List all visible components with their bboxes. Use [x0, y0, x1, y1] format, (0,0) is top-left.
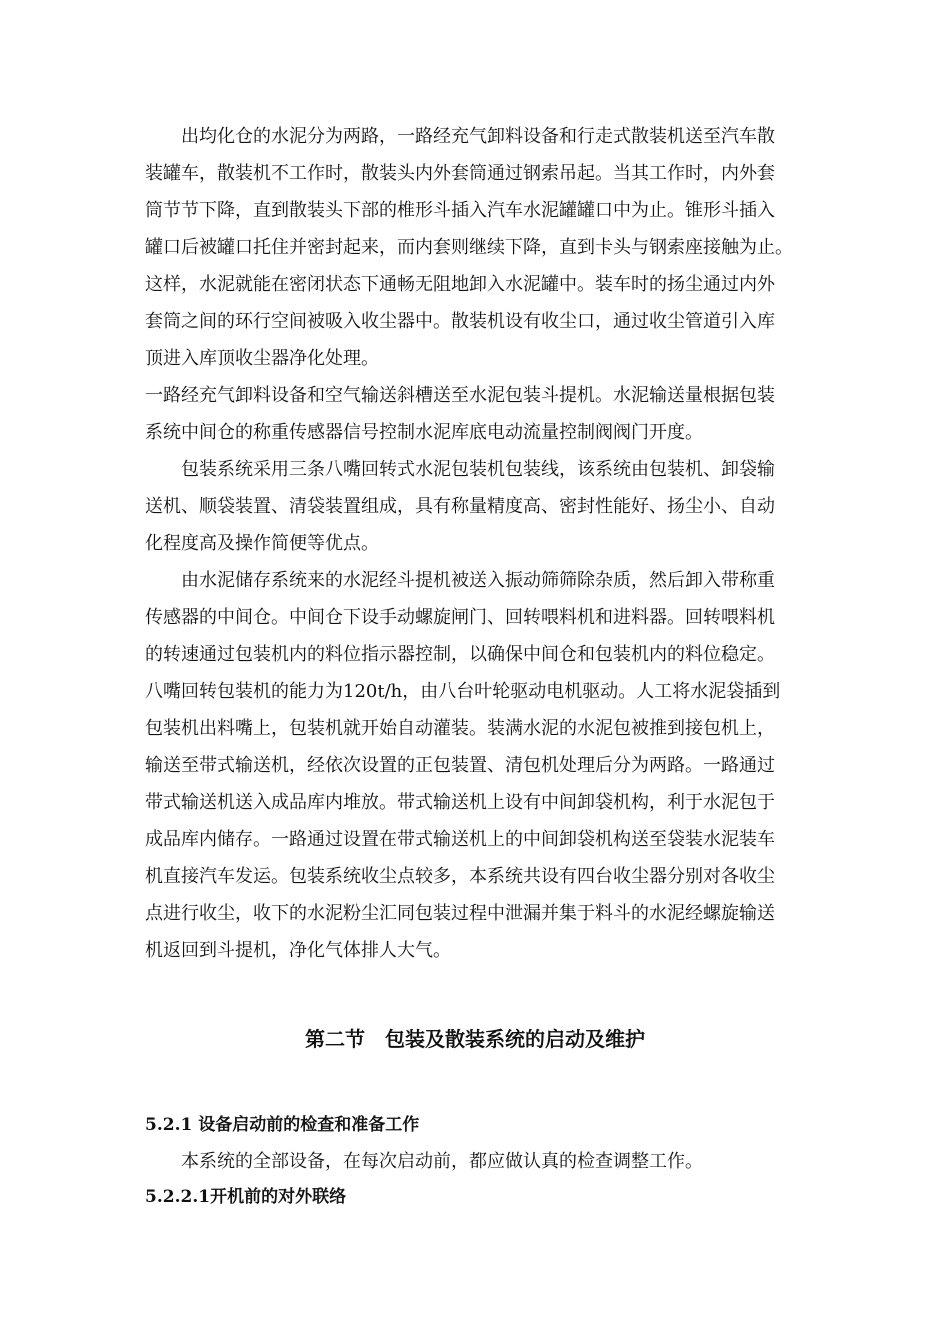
paragraph-4-line-3: 的转速通过包装机内的料位指示器控制，以确保中间仓和包装机内的料位稳定。 — [145, 644, 775, 665]
paragraph-1-line-5: 这样，水泥就能在密闭状态下通畅无阻地卸入水泥罐中。装车时的扬尘通过内外 — [145, 274, 775, 295]
paragraph-4-line-10: 点进行收尘，收下的水泥粉尘汇同包装过程中泄漏并集于料斗的水泥经螺旋输送 — [145, 903, 775, 924]
paragraph-1-line-2: 装罐车，散装机不工作时，散装头内外套筒通过钢索吊起。当其工作时，内外套 — [145, 163, 775, 184]
paragraph-4-line-4: 八嘴回转包装机的能力为120t/h，由八台叶轮驱动电机驱动。人工将水泥袋插到 — [145, 681, 781, 702]
paragraph-1-line-6: 套筒之间的环行空间被吸入收尘器中。散装机设有收尘口，通过收尘管道引入库 — [145, 311, 775, 332]
paragraph-2-line-2: 系统中间仓的称重传感器信号控制水泥库底电动流量控制阀阀门开度。 — [145, 422, 703, 443]
subsection-1-title: 5.2.1 设备启动前的检查和准备工作 — [145, 1115, 420, 1135]
paragraph-1-line-1: 出均化仓的水泥分为两路，一路经充气卸料设备和行走式散装机送至汽车散 — [145, 126, 775, 147]
paragraph-4-line-6: 输送至带式输送机，经依次设置的正包装置、清包机处理后分为两路。一路通过 — [145, 755, 775, 776]
paragraph-1-line-7: 顶进入库顶收尘器净化处理。 — [145, 348, 379, 369]
subsection-1-text: 本系统的全部设备，在每次启动前，都应做认真的检查调整工作。 — [145, 1151, 703, 1172]
paragraph-3-line-2: 送机、顺袋装置、清袋装置组成，具有称量精度高、密封性能好、扬尘小、自动 — [145, 496, 775, 517]
paragraph-2-line-1: 一路经充气卸料设备和空气输送斜槽送至水泥包装斗提机。水泥输送量根据包装 — [145, 385, 775, 406]
paragraph-3-line-1: 包装系统采用三条八嘴回转式水泥包装机包装线，该系统由包装机、卸袋输 — [145, 459, 775, 480]
paragraph-4-line-1: 由水泥储存系统来的水泥经斗提机被送入振动筛筛除杂质，然后卸入带称重 — [145, 570, 775, 591]
paragraph-4-line-5: 包装机出料嘴上，包装机就开始自动灌装。装满水泥的水泥包被推到接包机上， — [145, 718, 775, 739]
paragraph-4-line-8: 成品库内储存。一路通过设置在带式输送机上的中间卸袋机构送至袋装水泥装车 — [145, 829, 775, 850]
paragraph-4-line-7: 带式输送机送入成品库内堆放。带式输送机上设有中间卸袋机构，利于水泥包于 — [145, 792, 775, 813]
subsection-2-title: 5.2.2.1开机前的对外联络 — [145, 1187, 347, 1207]
paragraph-4-line-11: 机返回到斗提机，净化气体排人大气。 — [145, 940, 451, 961]
section-title: 第二节 包装及散装系统的启动及维护 — [305, 1027, 645, 1051]
paragraph-1-line-4: 罐口后被罐口托住并密封起来，而内套则继续下降，直到卡头与钢索座接触为止。 — [145, 237, 793, 258]
paragraph-3-line-3: 化程度高及操作简便等优点。 — [145, 533, 379, 554]
paragraph-4-line-2: 传感器的中间仓。中间仓下设手动螺旋闸门、回转喂料机和进料器。回转喂料机 — [145, 607, 775, 628]
paragraph-4-line-9: 机直接汽车发运。包装系统收尘点较多，本系统共设有四台收尘器分别对各收尘 — [145, 866, 775, 887]
paragraph-1-line-3: 筒节节下降，直到散装头下部的椎形斗插入汽车水泥罐罐口中为止。锥形斗插入 — [145, 200, 775, 221]
